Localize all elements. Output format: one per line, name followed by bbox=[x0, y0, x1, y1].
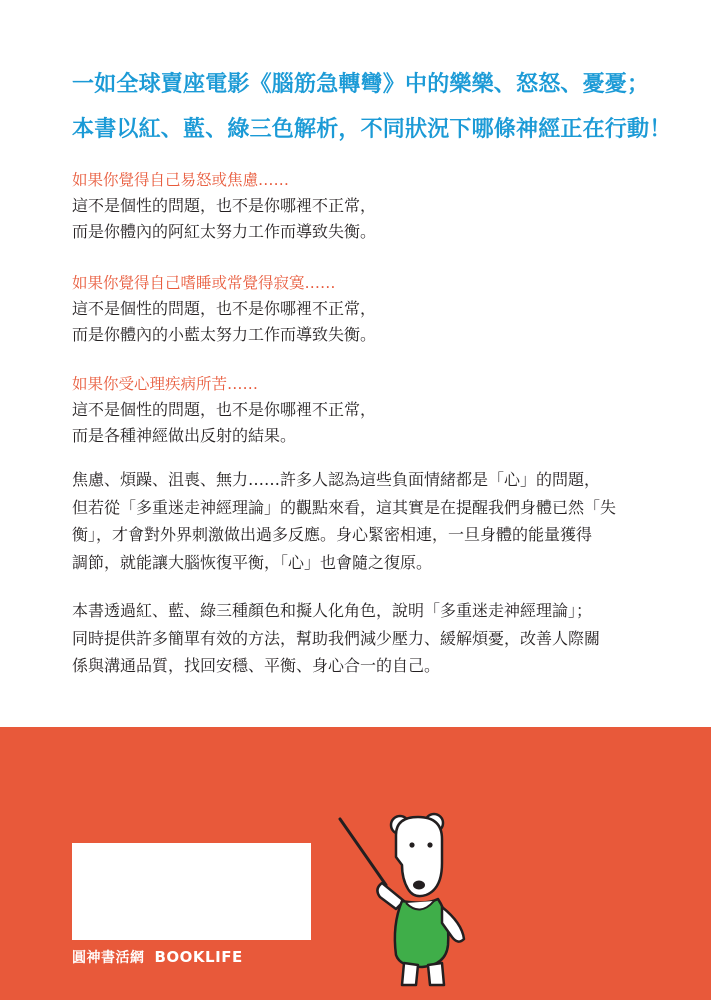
bear-eye bbox=[427, 842, 432, 847]
paragraph-line: 但若從「多重迷走神經理論」的觀點來看，這其實是在提醒我們身體已然「失 bbox=[72, 497, 617, 517]
paragraph-line: 焦慮、煩躁、沮喪、無力……許多人認為這些負面情緒都是「心」的問題， bbox=[72, 470, 601, 489]
body-paragraph-2 bbox=[72, 597, 640, 680]
body-paragraph-1 bbox=[72, 466, 640, 576]
bear-left-leg bbox=[402, 963, 418, 985]
footer-band bbox=[0, 727, 711, 1000]
headline-line-2: 本書以紅、藍、綠三色解析，不同狀況下哪條神經正在行動！ bbox=[72, 117, 672, 142]
symptom-line: 這不是個性的問題，也不是你哪裡不正常， bbox=[72, 299, 377, 318]
symptom-lead: 如果你覺得自己易怒或焦慮…… bbox=[72, 171, 290, 189]
symptom-block-red bbox=[72, 167, 672, 245]
symptom-line: 而是你體內的小藍太努力工作而導致失衡。 bbox=[72, 325, 377, 344]
symptom-block-blue bbox=[72, 270, 672, 348]
symptom-line: 而是各種神經做出反射的結果。 bbox=[72, 426, 297, 445]
paragraph-line: 調節，就能讓大腦恢復平衡，「心」也會隨之復原。 bbox=[72, 552, 433, 572]
baton bbox=[340, 819, 386, 885]
bear-nose bbox=[413, 881, 425, 890]
publisher-name-zh: 圓神書活網 bbox=[72, 950, 145, 966]
bear-right-leg bbox=[428, 963, 444, 985]
symptom-lead: 如果你覺得自己嗜睡或常覺得寂寞…… bbox=[72, 274, 336, 292]
publisher-logo bbox=[72, 947, 243, 967]
paragraph-line: 係與溝通品質，找回安穩、平衡、身心合一的自己。 bbox=[72, 656, 441, 675]
paragraph-line: 衡」，才會對外界刺激做出過多反應。身心緊密相連，一旦身體的能量獲得 bbox=[72, 525, 593, 544]
bear-conductor-illustration bbox=[330, 805, 480, 990]
bear-eye bbox=[409, 842, 414, 847]
symptom-line: 這不是個性的問題，也不是你哪裡不正常， bbox=[72, 196, 377, 215]
symptom-line: 而是你體內的阿紅太努力工作而導致失衡。 bbox=[72, 222, 377, 241]
headline-line-1: 一如全球賣座電影《腦筋急轉彎》中的樂樂、怒怒、憂憂； bbox=[72, 72, 650, 97]
paragraph-line: 同時提供許多簡單有效的方法，幫助我們減少壓力、緩解煩憂，改善人際關 bbox=[72, 628, 601, 648]
symptom-block-mental bbox=[72, 371, 672, 449]
paragraph-line: 本書透過紅、藍、綠三種顏色和擬人化角色，說明「多重迷走神經理論」； bbox=[72, 601, 593, 620]
barcode-area bbox=[72, 843, 311, 940]
symptom-lead: 如果你受心理疾病所苦…… bbox=[72, 375, 259, 393]
publisher-name-en: BOOKLIFE bbox=[154, 948, 243, 966]
symptom-line: 這不是個性的問題，也不是你哪裡不正常， bbox=[72, 400, 377, 419]
